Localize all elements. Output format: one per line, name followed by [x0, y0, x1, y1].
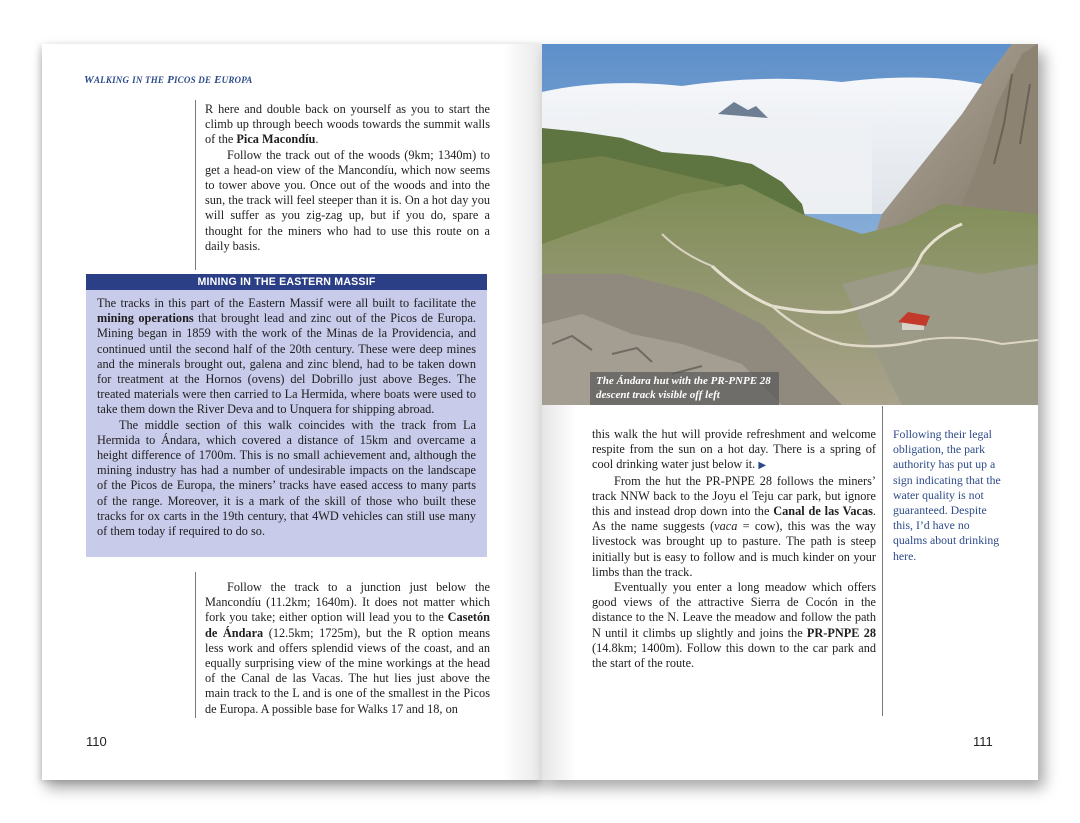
- mountain-photo-image: [542, 44, 1038, 405]
- page-number: 110: [86, 734, 107, 749]
- paragraph: Follow the track to a junction just below the Mancondíu (11.2km; 1640m). It does not matter which fork you take; either option will lead you to the Casetón de Ándara (12.5km; 1725m), but the R option means less work and offers splendid views of the coast, and an equally surprising view of the mine workings at the head of the Canal de las Vacas. The hut lies just above the main track to the L and is one of the smallest in the Picos de Europa. A possible base for Walks 17 and 18, on: [205, 580, 491, 716]
- right-page: [542, 44, 1038, 780]
- paragraph: this walk the hut will provide refreshment and welcome respite from the sun on a hot day. There is a spring of cool drinking water just below it. ▶: [592, 427, 876, 472]
- paragraph: The tracks in this part of the Eastern Massif were all built to facilitate the mining operations that brought lead and zinc out of the Picos de Europa. Mining began in 1859 with the work of the Minas de la Providencia, and continued until the second half of the 20th century. These were deep mines and the minerals brought out, galena and zinc blend, had to be taken down for treatment at the Hornos (ovens) del Dobrillo just above Beges. The treated materials were then carried to La Hermida, where boats were used to take them down the River Deva and to Unquera for shipping abroad.: [97, 296, 476, 417]
- paragraph: Eventually you enter a long meadow which offers good views of the attractive Sierra de Cocón in the distance to the N. Leave the meadow and follow the path N until it climbs up slightly and joins the PR-PNPE 28 (14.8km; 1400m). Follow this down to the car park and the start of the route.: [592, 580, 876, 671]
- column-rule: [195, 572, 196, 718]
- bottom-text-column: [205, 580, 490, 717]
- column-rule: [195, 100, 196, 270]
- paragraph: Follow the track out of the woods (9km; 1340m) to get a head-on view of the Mancondíu, which now seems to tower above you. Once out of the woods and into the sun, the track will feel steeper than it is. On a hot day you will suffer as you zig-zag up, but if you do, spare a thought for the miners who had to use this route on a daily basis.: [205, 147, 490, 253]
- running-head: WALKING IN THE PICOS DE EUROPA: [84, 74, 253, 86]
- paragraph: The middle section of this walk coincides with the track from La Hermida to Ándara, which covered a distance of 15km and overcame a height difference of 1700m. This is no small achievement and, although the mining industry has had a number of undesirable impacts on the landscape of the Picos de Europa, the miners’ tracks have eased access to many parts of the range. Moreover, it is a mark of the skill of those who built these tracks for ox carts in the 19th century, that 4WD vehicles can still use many of them today if required to do so.: [97, 417, 476, 539]
- right-text-column: [592, 427, 876, 671]
- column-rule: [882, 406, 883, 716]
- top-text-column: [205, 102, 490, 254]
- paragraph: From the hut the PR-PNPE 28 follows the miners’ track NNW back to the Joyu el Teju car park, but ignore this and instead drop down into the Canal de las Vacas. As the name suggests (vaca = cow), this was the way livestock was brought up to pasture. The path is steep initially but is easy to follow and is much kinder on your limbs than the track.: [592, 473, 876, 579]
- mountain-photo: [542, 44, 1038, 405]
- paragraph: R here and double back on yourself as you to start the climb up through beech woods towards the summit walls of the Pica Macondíu.: [205, 102, 490, 147]
- page-number: 111: [973, 734, 993, 749]
- info-box-body: [86, 290, 487, 539]
- margin-note-arrow-icon: ▶: [758, 460, 767, 472]
- photo-caption: The Ándara hut with the PR-PNPE 28 descent track visible off left: [590, 372, 779, 405]
- margin-note: Following their legal obligation, the park authority has put up a sign indicating that the water quality is not guaranteed. Despite this, I’d have no qualms about drinking here.: [893, 427, 1001, 563]
- info-box-title: MINING IN THE EASTERN MASSIF: [86, 274, 487, 290]
- left-page: [42, 44, 542, 780]
- info-box: [86, 274, 487, 557]
